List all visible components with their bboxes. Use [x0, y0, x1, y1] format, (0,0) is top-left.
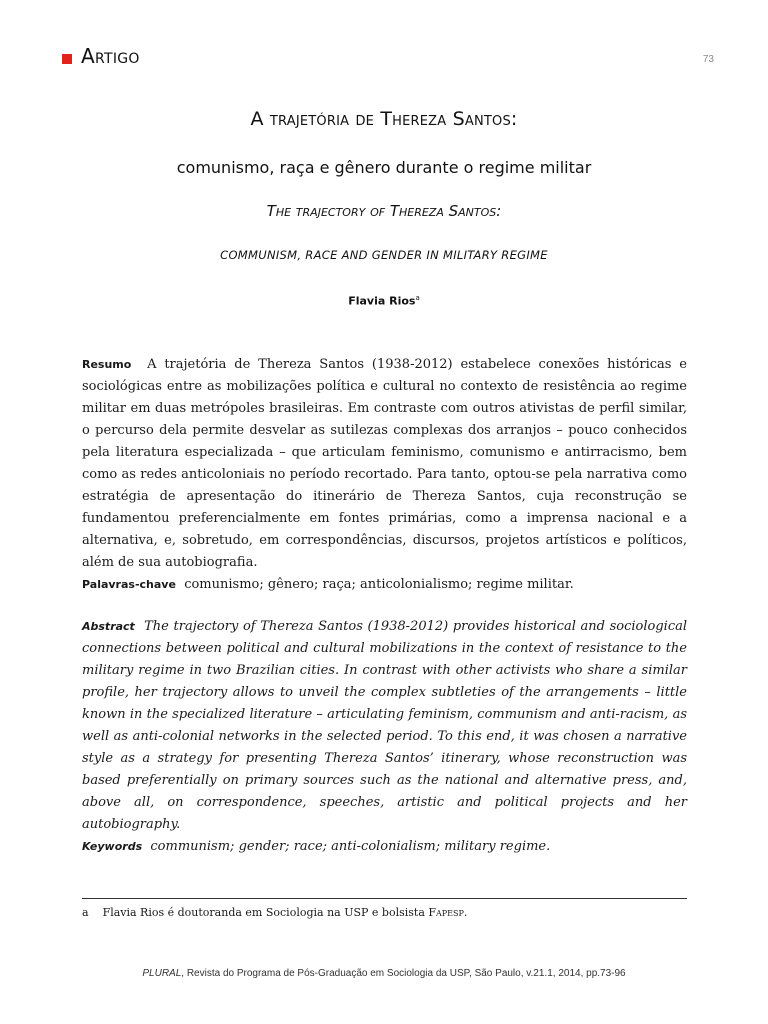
- section-marker-square: [62, 54, 72, 64]
- palavras-chave-text: comunismo; gênero; raça; anticolonialismo; regime militar.: [184, 577, 574, 592]
- journal-footer: [0, 968, 768, 979]
- article-title: A trajetória de Thereza Santos:: [250, 108, 518, 130]
- page-number: 73: [702, 54, 714, 65]
- resumo-paragraph: [82, 354, 687, 574]
- abstract-text: The trajectory of Thereza Santos (1938-2012) provides historical and sociological connections between political and cultural mobilizations in the context of resistance to the military regime in two Brazilian cities. In contrast with other activists who share a similar profile, her trajectory allows to unveil the complex subtleties of the arrangements – little known in the specialized literature – articulating feminism, communism and anti-racism, as well as anti-colonial networks in the selected period. To this end, it was chosen a narrative style as a strategy for presenting Thereza Santos’ itinerary, whose reconstruction was based preferentially on primary sources such as the national and alternative press, and, above all, on correspondence, speeches, artistic and political projects and her autobiography.: [82, 619, 688, 832]
- keywords-label: Keywords: [82, 840, 143, 853]
- footnote-divider: [82, 898, 687, 899]
- resumo-text: A trajetória de Thereza Santos (1938-2012) estabelece conexões históricas e sociológicas entre as mobilizações política e cultural no contexto de resistência ao regime militar em duas metrópoles brasileiras. Em contraste com outros ativistas de perfil similar, o percurso dela permite desvelar as sutilezas complexas dos arranjos – pouco conhecidos pela literatura especializada – que articulam feminismo, comunismo e antirracismo, bem como as redes anticoloniais no período recortado. Para tanto, optou-se pela narrativa como estratégia de apresentação do itinerário de Thereza Santos, cuja reconstrução se fundamentou preferencialmente em fontes primárias, como a imprensa nacional e a alternativa, e, sobretudo, em correspondências, discursos, projetos artísticos e políticos, além de sua autobiografia.: [82, 357, 688, 570]
- footnote-mark: a: [82, 906, 89, 919]
- footnote-end: .: [463, 906, 468, 919]
- abstract-paragraph: [82, 616, 687, 836]
- footnote-text: Flavia Rios é doutoranda em Sociologia na USP e bolsista: [102, 906, 425, 919]
- footnote: [82, 906, 687, 919]
- footnote-agency: Fapesp: [428, 906, 464, 919]
- section-label: Artigo: [81, 44, 140, 68]
- author-note-mark: a: [415, 294, 420, 302]
- author-name: Flavia Rios: [348, 294, 416, 308]
- keywords-text: communism; gender; race; anti-colonialism; military regime.: [150, 839, 551, 854]
- palavras-chave-paragraph: [82, 574, 687, 596]
- resumo-label: Resumo: [82, 358, 132, 371]
- palavras-chave-label: Palavras-chave: [82, 578, 176, 591]
- abstract-label: Abstract: [82, 620, 135, 633]
- journal-citation: , Revista do Programa de Pós-Graduação em Sociologia da USP, São Paulo, v.21.1, 2014, pp.73-96: [181, 968, 626, 979]
- article-subtitle: comunismo, raça e gênero durante o regime militar: [176, 158, 592, 177]
- article-title-english: The trajectory of Thereza Santos:: [266, 202, 502, 220]
- author-line: [0, 294, 768, 308]
- section-header: [62, 44, 140, 68]
- journal-name: PLURAL: [142, 968, 182, 979]
- abstract-block: [82, 616, 687, 858]
- keywords-paragraph: [82, 836, 687, 858]
- article-subtitle-english: COMMUNISM, RACE AND GENDER IN MILITARY REGIME: [220, 248, 548, 262]
- resumo-block: [82, 354, 687, 596]
